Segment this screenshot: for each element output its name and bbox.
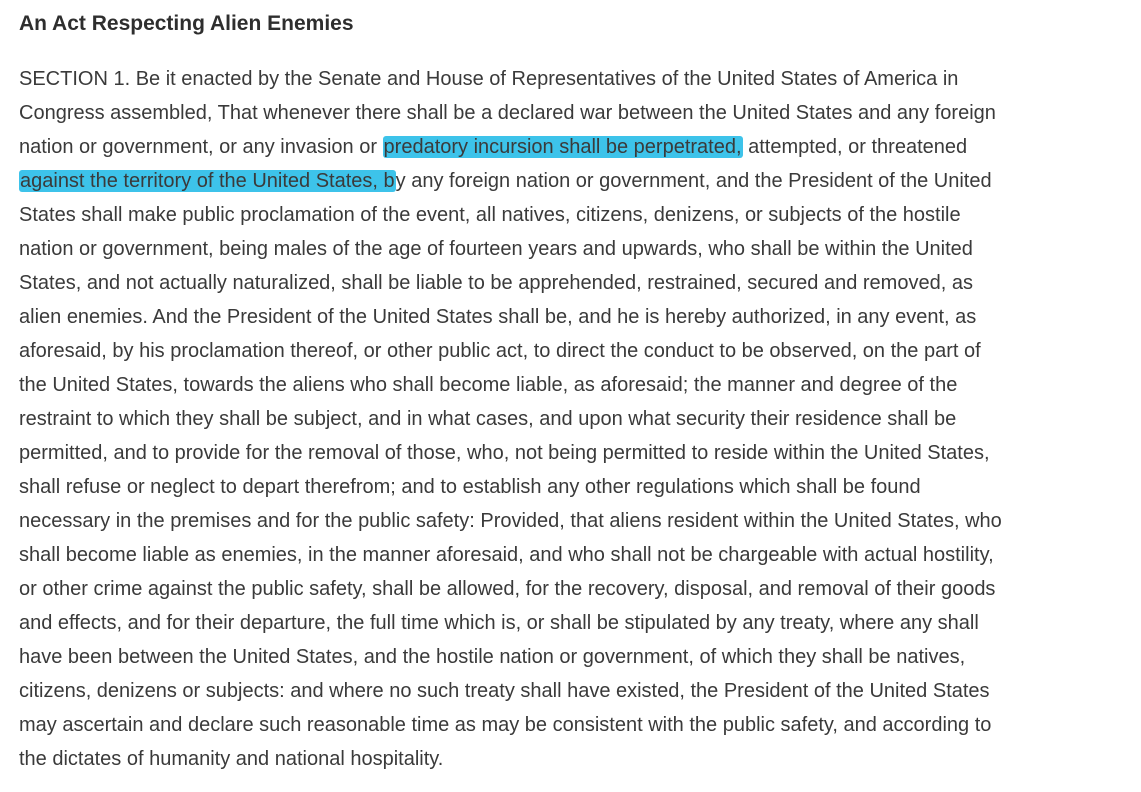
text-line: [19, 334, 1131, 368]
text-segment: necessary in the premises and for the public safety: Provided, that aliens resident within the United States, who: [19, 510, 1002, 532]
text-segment: States shall make public proclamation of the event, all natives, citizens, denizens, or subjects of the hostile: [19, 204, 961, 226]
text-segment: y any foreign nation or government, and the President of the United: [395, 170, 992, 192]
text-segment: Congress assembled, That whenever there shall be a declared war between the United States and any foreign: [19, 102, 996, 124]
text-line: [19, 198, 1131, 232]
text-line: [19, 436, 1131, 470]
text-line: [19, 232, 1131, 266]
text-line: [19, 742, 1131, 776]
highlighted-text: against the territory of the United States, b: [20, 170, 395, 192]
highlighted-text: predatory incursion shall be perpetrated,: [383, 136, 742, 158]
document: [19, 0, 1131, 776]
text-segment: have been between the United States, and the hostile nation or government, of which they shall be natives,: [19, 646, 966, 668]
text-segment: nation or government, being males of the age of fourteen years and upwards, who shall be within the United: [19, 238, 973, 260]
text-line: [19, 62, 1131, 96]
text-segment: SECTION 1. Be it enacted by the Senate and House of Representatives of the United States of America in: [19, 68, 959, 90]
text-line: [19, 640, 1131, 674]
text-segment: nation or government, or any invasion or: [19, 136, 383, 158]
text-line: [19, 300, 1131, 334]
text-segment: attempted, or threatened: [742, 136, 968, 158]
text-segment: restraint to which they shall be subject, and in what cases, and upon what security their residence shall be: [19, 408, 957, 430]
text-line: [19, 470, 1131, 504]
text-segment: or other crime against the public safety, shall be allowed, for the recovery, disposal, and removal of their goods: [19, 578, 996, 600]
text-line: [19, 572, 1131, 606]
text-segment: the United States, towards the aliens who shall become liable, as aforesaid; the manner and degree of the: [19, 374, 958, 396]
text-segment: the dictates of humanity and national hospitality.: [19, 748, 444, 770]
text-segment: shall become liable as enemies, in the manner aforesaid, and who shall not be chargeable with actual hostility,: [19, 544, 994, 566]
text-line: [19, 708, 1131, 742]
text-segment: permitted, and to provide for the removal of those, who, not being permitted to reside within the United States,: [19, 442, 990, 464]
text-segment: aforesaid, by his proclamation thereof, or other public act, to direct the conduct to be observed, on the part of: [19, 340, 981, 362]
text-line: [19, 402, 1131, 436]
text-line: [19, 504, 1131, 538]
text-segment: may ascertain and declare such reasonable time as may be consistent with the public safety, and according to: [19, 714, 992, 736]
document-title: An Act Respecting Alien Enemies: [19, 12, 354, 35]
text-segment: citizens, denizens or subjects: and where no such treaty shall have existed, the President of the United States: [19, 680, 990, 702]
text-line: [19, 538, 1131, 572]
text-segment: shall refuse or neglect to depart therefrom; and to establish any other regulations which shall be found: [19, 476, 921, 498]
text-line: [19, 674, 1131, 708]
text-line: [19, 130, 1131, 164]
text-segment: and effects, and for their departure, the full time which is, or shall be stipulated by any treaty, where any shall: [19, 612, 979, 634]
text-segment: States, and not actually naturalized, shall be liable to be apprehended, restrained, secured and removed, as: [19, 272, 973, 294]
text-line: [19, 164, 1131, 198]
section-1-paragraph: [19, 62, 1131, 776]
text-line: [19, 606, 1131, 640]
text-line: [19, 96, 1131, 130]
text-segment: alien enemies. And the President of the United States shall be, and he is hereby authorized, in any event, as: [19, 306, 977, 328]
text-line: [19, 368, 1131, 402]
text-line: [19, 266, 1131, 300]
